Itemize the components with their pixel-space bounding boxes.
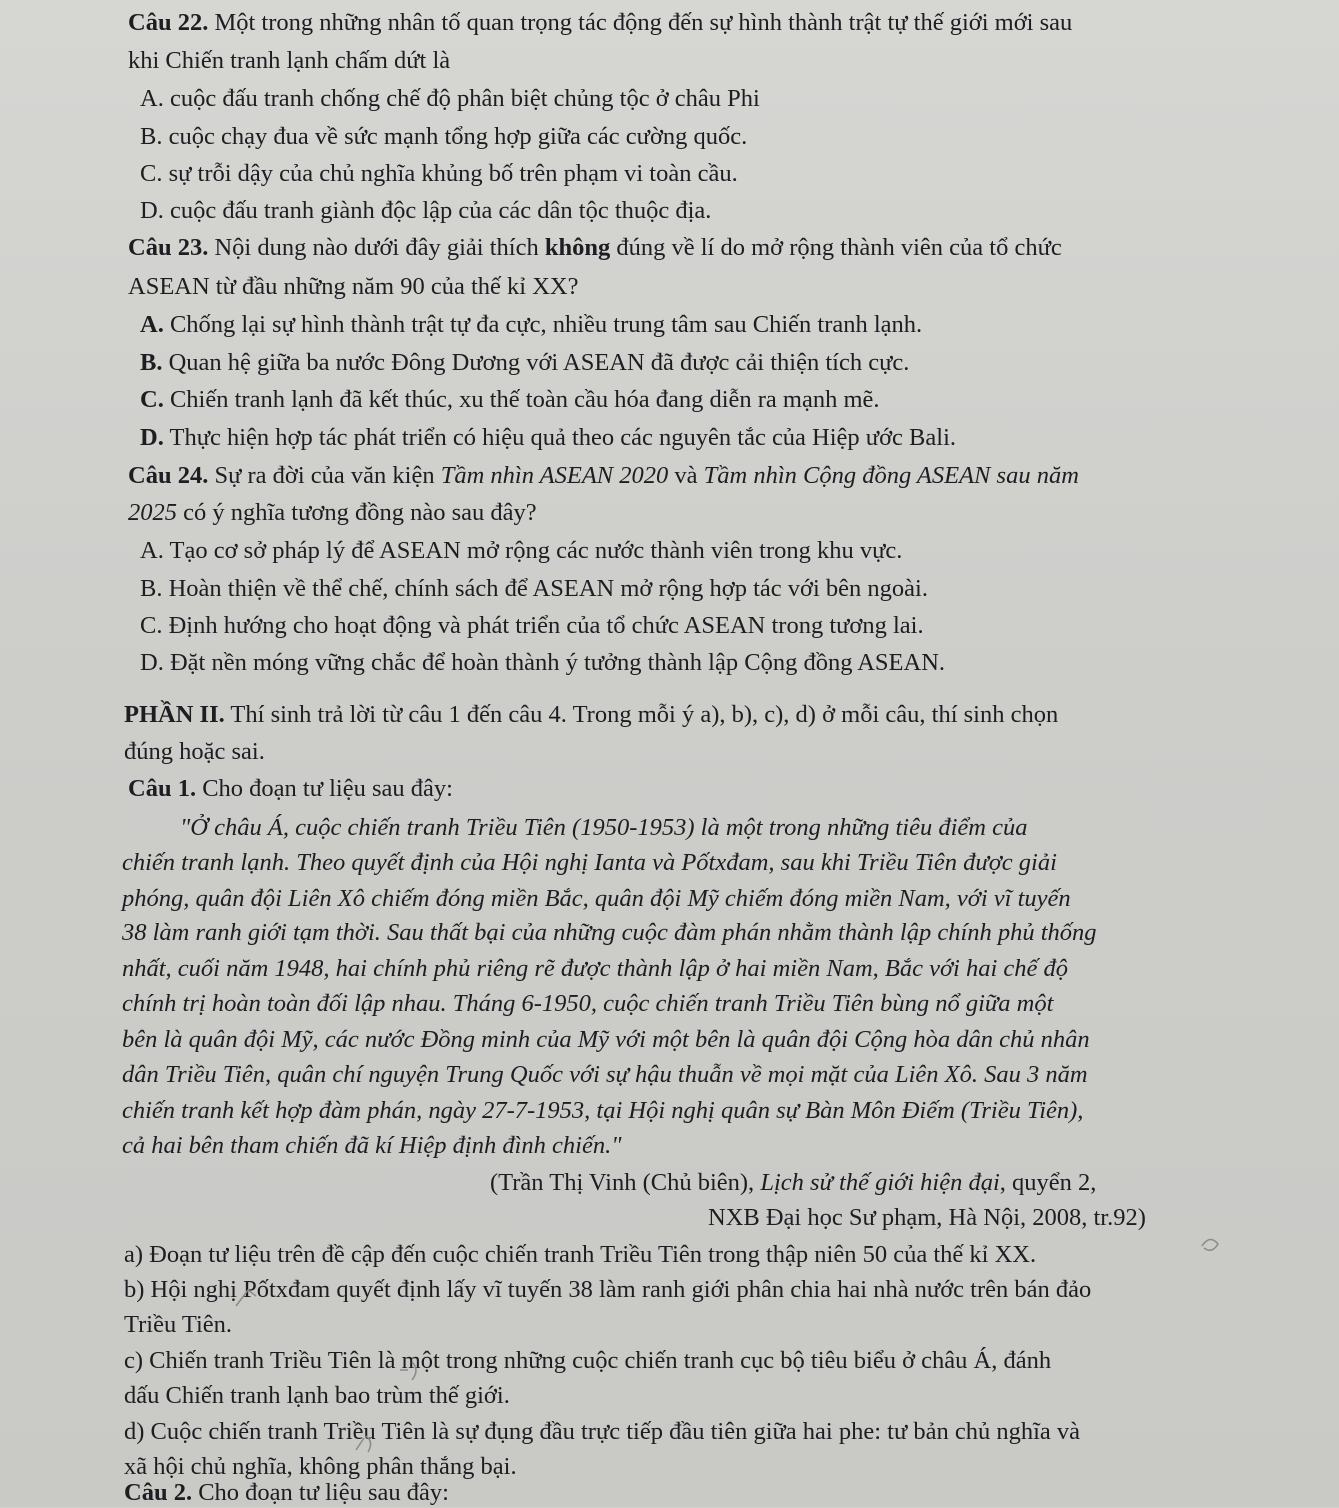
q23-option-a-text: Chống lại sự hình thành trật tự đa cực, nhiều trung tâm sau Chiến tranh lạnh. xyxy=(163,311,923,338)
q23-stem-line-1 xyxy=(128,233,1062,263)
q22-label: Câu 22. xyxy=(128,9,209,36)
c1-quote-line-9: chiến tranh kết hợp đàm phán, ngày 27-7-1953, tại Hội nghị quân sự Bàn Môn Điếm (Triều Tiên), xyxy=(122,1097,1084,1124)
q23-option-a-label: A. xyxy=(140,311,164,338)
c1-source-line-2: NXB Đại học Sư phạm, Hà Nội, 2008, tr.92) xyxy=(708,1204,1146,1231)
c1-statement-a: a) Đoạn tư liệu trên đề cập đến cuộc chiến tranh Triều Tiên trong thập niên 50 của thế kỉ XX. xyxy=(124,1241,1037,1268)
c1-source-volume: , quyển 2, xyxy=(999,1169,1097,1196)
q23-option-d-label: D. xyxy=(140,424,164,451)
c1-quote-line-5: nhất, cuối năm 1948, hai chính phủ riêng rẽ được thành lập ở hai miền Nam, Bắc với hai chế độ xyxy=(122,955,1069,982)
q23-option-d-text: Thực hiện hợp tác phát triển có hiệu quả theo các nguyên tắc của Hiệp ước Bali. xyxy=(163,424,956,451)
c2-label: Câu 2. xyxy=(124,1479,193,1506)
q22-option-a: A. cuộc đấu tranh chống chế độ phân biệt chủng tộc ở châu Phi xyxy=(140,85,760,112)
q24-stem-2b: có ý nghĩa tương đồng nào sau đây? xyxy=(177,499,537,526)
c1-quote-line-6: chính trị hoàn toàn đối lập nhau. Tháng 6-1950, cuộc chiến tranh Triều Tiên bùng nổ giữa một xyxy=(122,990,1054,1017)
q22-option-b: B. cuộc chạy đua về sức mạnh tổng hợp giữa các cường quốc. xyxy=(140,123,748,150)
c1-statement-d-line-2: xã hội chủ nghĩa, không phân thắng bại. xyxy=(124,1453,517,1480)
q23-stem-1c: đúng về lí do mở rộng thành viên của tổ chức xyxy=(610,234,1062,261)
c1-label: Câu 1. xyxy=(128,775,197,802)
q24-label: Câu 24. xyxy=(128,462,209,489)
q24-document-title-1: Tầm nhìn ASEAN 2020 xyxy=(440,462,669,489)
c1-statement-b-line-1: b) Hội nghị Pốtxđam quyết định lấy vĩ tuyến 38 làm ranh giới phân chia hai nhà nước trên bán đảo xyxy=(124,1276,1092,1303)
c1-quote-line-4: 38 làm ranh giới tạm thời. Sau thất bại của những cuộc đàm phán nhằm thành lập chính phủ thống xyxy=(122,919,1097,946)
c1-statement-c-line-2: dấu Chiến tranh lạnh bao trùm thế giới. xyxy=(124,1382,510,1409)
c1-quote-line-10: cả hai bên tham chiến đã kí Hiệp định đình chiến." xyxy=(122,1132,622,1159)
q23-option-b-text: Quan hệ giữa ba nước Đông Dương với ASEAN đã được cải thiện tích cực. xyxy=(162,349,910,376)
c1-source-author: (Trần Thị Vinh (Chủ biên), xyxy=(490,1169,761,1196)
q24-option-d: D. Đặt nền móng vững chắc để hoàn thành ý tưởng thành lập Cộng đồng ASEAN. xyxy=(140,649,946,676)
c1-quote-line-3: phóng, quân đội Liên Xô chiếm đóng miền Bắc, quân đội Mỹ chiếm đóng miền Nam, với vĩ tuyến xyxy=(122,885,1071,912)
part2-text-1: Thí sinh trả lời từ câu 1 đến câu 4. Trong mỗi ý a), b), c), d) ở mỗi câu, thí sinh chọn xyxy=(224,701,1059,728)
pencil-mark-c xyxy=(396,1358,426,1384)
c1-source-line-1 xyxy=(490,1168,1096,1198)
q24-stem-1c: và xyxy=(668,462,704,489)
q23-option-b-label: B. xyxy=(140,349,163,376)
q24-stem-line-1 xyxy=(128,461,1079,491)
q24-option-b: B. Hoàn thiện về thể chế, chính sách để ASEAN mở rộng hợp tác với bên ngoài. xyxy=(140,575,928,602)
c1-statement-b-line-2: Triều Tiên. xyxy=(124,1311,233,1338)
q23-stem-emphasis: không xyxy=(544,234,611,261)
c1-quote-line-1: "Ở châu Á, cuộc chiến tranh Triều Tiên (1950-1953) là một trong những tiêu điểm của xyxy=(180,814,1028,841)
q22-option-c: C. sự trỗi dậy của chủ nghĩa khủng bố trên phạm vi toàn cầu. xyxy=(140,160,738,187)
c1-source-book-title: Lịch sử thế giới hiện đại xyxy=(760,1169,1000,1196)
c2-stem xyxy=(124,1478,449,1508)
q22-stem-1: Một trong những nhân tố quan trọng tác động đến sự hình thành trật tự thế giới mới sau xyxy=(208,9,1073,36)
q23-stem-1a: Nội dung nào dưới đây giải thích xyxy=(208,234,545,261)
q24-stem-1a: Sự ra đời của văn kiện xyxy=(208,462,441,489)
q23-stem-line-2: ASEAN từ đầu những năm 90 của thế kỉ XX? xyxy=(128,273,579,300)
q22-stem-line-1 xyxy=(128,8,1072,38)
c1-quote-line-8: dân Triều Tiên, quân chí nguyện Trung Quốc với sự hậu thuẫn về mọi mặt của Liên Xô. Sau 3 năm xyxy=(122,1061,1088,1088)
c1-statement-c-line-1: c) Chiến tranh Triều Tiên là một trong những cuộc chiến tranh cục bộ tiêu biểu ở châu Á, đánh xyxy=(124,1347,1052,1374)
pencil-mark-d xyxy=(352,1430,382,1456)
c1-stem xyxy=(128,774,453,804)
q24-option-a: A. Tạo cơ sở pháp lý để ASEAN mở rộng các nước thành viên trong khu vực. xyxy=(140,537,903,564)
q22-option-d: D. cuộc đấu tranh giành độc lập của các dân tộc thuộc địa. xyxy=(140,197,712,224)
q23-label: Câu 23. xyxy=(128,234,209,261)
q23-option-c-text: Chiến tranh lạnh đã kết thúc, xu thế toàn cầu hóa đang diễn ra mạnh mẽ. xyxy=(163,386,880,413)
q24-option-c: C. Định hướng cho hoạt động và phát triển của tổ chức ASEAN trong tương lai. xyxy=(140,612,924,639)
q23-option-c-label: C. xyxy=(140,386,164,413)
q23-option-c xyxy=(140,385,880,415)
q24-year: 2025 xyxy=(128,499,177,526)
c1-stem-text: Cho đoạn tư liệu sau đây: xyxy=(196,775,453,802)
c1-quote-line-7: bên là quân đội Mỹ, các nước Đồng minh của Mỹ với một bên là quân đội Cộng hòa dân chủ nhân xyxy=(122,1026,1090,1053)
pencil-mark-a xyxy=(1198,1232,1228,1258)
part2-label: PHẦN II. xyxy=(124,701,225,728)
c1-statement-d-line-1: d) Cuộc chiến tranh Triều Tiên là sự đụng đầu trực tiếp đầu tiên giữa hai phe: tư bản chủ nghĩa và xyxy=(124,1418,1081,1445)
pencil-mark-b xyxy=(232,1286,262,1312)
part2-instruction-line-1 xyxy=(124,700,1058,730)
q24-document-title-2: Tầm nhìn Cộng đồng ASEAN sau năm xyxy=(703,462,1079,489)
q23-option-b xyxy=(140,348,909,378)
q24-stem-line-2 xyxy=(128,498,537,528)
c2-stem-text: Cho đoạn tư liệu sau đây: xyxy=(192,1479,449,1506)
q23-option-d xyxy=(140,423,956,453)
part2-instruction-line-2: đúng hoặc sai. xyxy=(124,738,265,765)
q22-stem-line-2: khi Chiến tranh lạnh chấm dứt là xyxy=(128,47,451,74)
c1-quote-line-2: chiến tranh lạnh. Theo quyết định của Hội nghị Ianta và Pốtxđam, sau khi Triều Tiên được giải xyxy=(122,849,1057,876)
q23-option-a xyxy=(140,310,922,340)
